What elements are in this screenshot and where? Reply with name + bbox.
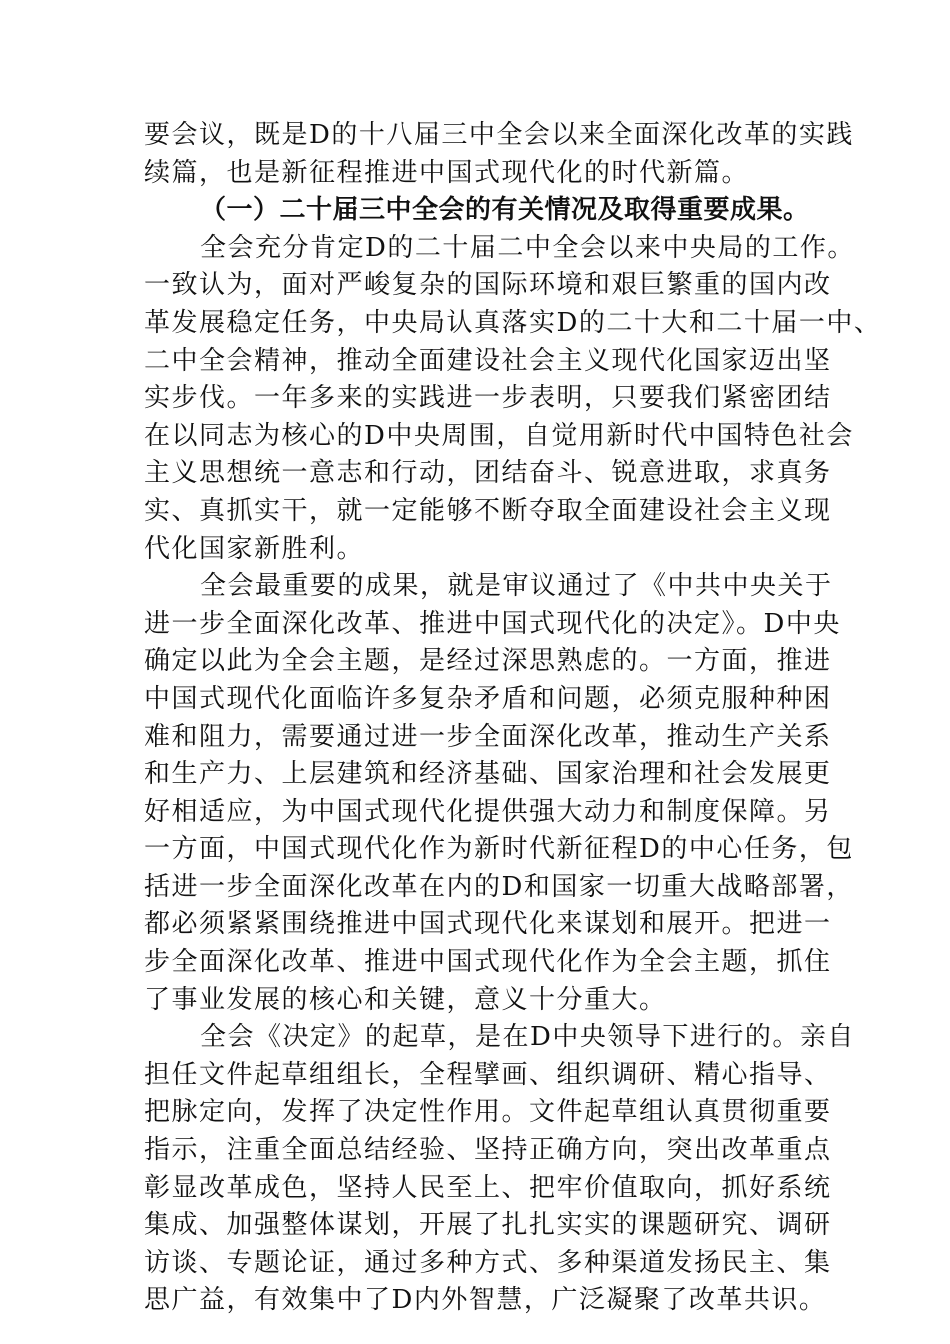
text-line: 思广益，有效集中了D内外智慧，广泛凝聚了改革共识。 bbox=[144, 1285, 827, 1316]
text-line: 确定以此为全会主题，是经过深思熟虑的。一方面，推进 bbox=[144, 646, 832, 677]
section-heading: （一）二十届三中全会的有关情况及取得重要成果。 bbox=[200, 195, 810, 226]
text-line: 访谈、专题论证，通过多种方式、多种渠道发扬民主、集 bbox=[144, 1247, 832, 1278]
text-line: 括进一步全面深化改革在内的D和国家一切重大战略部署， bbox=[144, 871, 854, 902]
text-line: 实、真抓实干，就一定能够不断夺取全面建设社会主义现 bbox=[144, 495, 832, 526]
text-line: 中国式现代化面临许多复杂矛盾和问题，必须克服种种困 bbox=[144, 683, 832, 714]
text-line: 难和阻力，需要通过进一步全面深化改革，推动生产关系 bbox=[144, 721, 832, 752]
text-line: 在以同志为核心的D中央周围，自觉用新时代中国特色社会 bbox=[144, 420, 854, 451]
text-line: 步全面深化改革、推进中国式现代化作为全会主题，抓住 bbox=[144, 947, 832, 978]
text-line: 都必须紧紧围绕推进中国式现代化来谋划和展开。把进一 bbox=[144, 909, 832, 940]
text-line: 彰显改革成色，坚持人民至上、把牢价值取向，抓好系统 bbox=[144, 1172, 832, 1203]
text-line: 要会议，既是D的十八届三中全会以来全面深化改革的实践 bbox=[144, 120, 854, 150]
text-line: 集成、加强整体谋划，开展了扎扎实实的课题研究、调研 bbox=[144, 1210, 832, 1241]
text-line: 和生产力、上层建筑和经济基础、国家治理和社会发展更 bbox=[144, 759, 832, 790]
text-line: 了事业发展的核心和关键，意义十分重大。 bbox=[144, 984, 667, 1015]
text-line: 指示，注重全面总结经验、坚持正确方向，突出改革重点 bbox=[144, 1135, 832, 1166]
paragraph-first-line: 全会充分肯定D的二十届二中全会以来中央局的工作。 bbox=[200, 232, 855, 263]
text-line: 一方面，中国式现代化作为新时代新征程D的中心任务，包 bbox=[144, 834, 854, 865]
text-line: 代化国家新胜利。 bbox=[144, 533, 365, 564]
text-line: 担任文件起草组组长，全程擘画、组织调研、精心指导、 bbox=[144, 1059, 832, 1090]
text-line: 进一步全面深化改革、推进中国式现代化的决定》。D中央 bbox=[144, 608, 841, 639]
text-line: 一致认为，面对严峻复杂的国际环境和艰巨繁重的国内改 bbox=[144, 270, 832, 301]
text-line: 实步伐。一年多来的实践进一步表明，只要我们紧密团结 bbox=[144, 383, 832, 414]
paragraph-first-line: 全会《决定》的起草，是在D中央领导下进行的。亲自 bbox=[200, 1022, 855, 1053]
text-line: 革发展稳定任务，中央局认真落实D的二十大和二十届一中、 bbox=[144, 307, 882, 338]
text-line: 好相适应，为中国式现代化提供强大动力和制度保障。另 bbox=[144, 796, 832, 827]
text-line: 主义思想统一意志和行动，团结奋斗、锐意进取，求真务 bbox=[144, 458, 832, 489]
paragraph-first-line: 全会最重要的成果，就是审议通过了《中共中央关于 bbox=[200, 571, 833, 602]
text-line: 把脉定向，发挥了决定性作用。文件起草组认真贯彻重要 bbox=[144, 1097, 832, 1128]
text-line: 续篇，也是新征程推进中国式现代化的时代新篇。 bbox=[144, 157, 750, 188]
document-page bbox=[144, 117, 882, 1320]
text-line: 二中全会精神，推动全面建设社会主义现代化国家迈出坚 bbox=[144, 345, 832, 376]
